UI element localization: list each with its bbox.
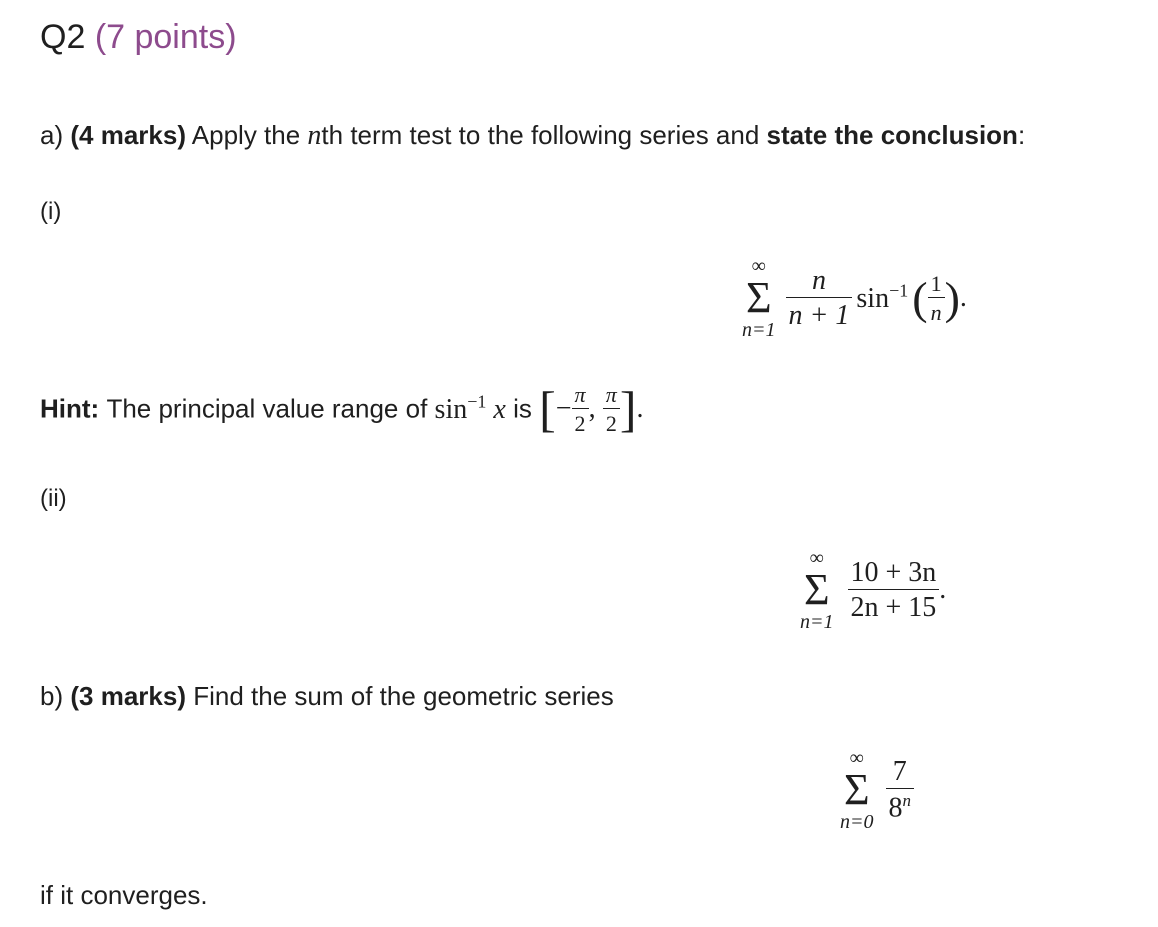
sum-operator-i [742, 256, 776, 340]
fraction-denominator: n + 1 [786, 297, 853, 332]
pi-symbol: π [574, 381, 586, 407]
fraction-7-over-8-to-n [886, 756, 915, 824]
pi-symbol: π [605, 381, 617, 407]
sum-operator-ii [800, 548, 834, 632]
sin-exponent: −1 [889, 280, 909, 301]
sigma-symbol: Σ [745, 273, 772, 322]
formula-end-period: . [959, 282, 967, 313]
fraction-numerator: 7 [892, 755, 907, 787]
sum-lower-limit: n=0 [840, 811, 874, 833]
part-b-tail: if it converges. [40, 880, 208, 910]
left-bracket: [ [539, 381, 556, 437]
denominator-base: 8 [888, 792, 903, 824]
right-paren: ) [944, 272, 960, 324]
fraction-pi-over-2-neg [572, 382, 589, 437]
sum-lower-limit: n=1 [800, 611, 834, 633]
fraction-numerator: n [811, 264, 826, 296]
part-b-heading [40, 681, 614, 712]
fraction-denominator [886, 788, 915, 824]
inner-numerator: 1 [930, 270, 942, 296]
nth-variable: n [307, 120, 322, 151]
fraction-numerator: 10 + 3n [850, 556, 937, 588]
two-denominator: 2 [603, 408, 620, 437]
sigma-symbol: Σ [843, 765, 870, 814]
minus-sign: − [555, 393, 572, 424]
part-a-emphasis: state the conclusion [766, 120, 1018, 150]
part-a-colon: : [1017, 120, 1026, 150]
fraction-10-plus-3n-over-2n-plus-15 [848, 557, 940, 624]
hint-is: is [513, 393, 532, 424]
part-b-text: Find the sum of the geometric series [193, 681, 614, 711]
hint-line [40, 380, 643, 438]
fraction-1-over-n [928, 271, 945, 326]
right-bracket: ] [619, 381, 637, 437]
part-a-prefix: a) [40, 120, 64, 150]
denominator-exponent: n [902, 790, 911, 810]
series-i-formula [742, 256, 967, 340]
part-a-text: Apply the [191, 120, 301, 150]
sum-operator-b [840, 748, 874, 832]
part-a-text-rest: th term test to the following series and [321, 120, 760, 150]
part-a-marks: (4 marks) [70, 120, 186, 150]
fraction-denominator: 2n + 15 [848, 589, 940, 624]
question-label: Q2 [40, 18, 86, 56]
sigma-symbol: Σ [803, 565, 830, 614]
sum-upper-limit: ∞ [849, 747, 864, 769]
series-ii-formula [800, 548, 946, 632]
part-b-marks: (3 marks) [70, 681, 186, 711]
formula-end-period: . [939, 574, 947, 605]
item-i-label: (i) [40, 198, 62, 225]
series-b-formula [840, 748, 914, 832]
inner-denominator: n [928, 297, 945, 326]
part-a-heading [40, 120, 1025, 152]
hint-variable: x [493, 394, 506, 426]
sum-lower-limit: n=1 [742, 319, 776, 341]
sum-upper-limit: ∞ [809, 547, 824, 569]
sum-upper-limit: ∞ [751, 255, 766, 277]
part-b-prefix: b) [40, 681, 64, 711]
hint-sin-exponent: −1 [467, 391, 487, 412]
item-ii-label: (ii) [40, 485, 67, 512]
hint-end-period: . [636, 393, 644, 424]
inverse-sine [856, 280, 909, 315]
hint-text: The principal value range of [106, 393, 428, 424]
hint-sin: sin [434, 394, 468, 426]
hint-inverse-sine [434, 391, 506, 426]
fraction-n-over-n-plus-1 [786, 265, 853, 332]
sin-function: sin [856, 283, 890, 315]
fraction-pi-over-2-pos [603, 382, 620, 437]
two-denominator: 2 [572, 408, 589, 437]
question-points: (7 points) [94, 18, 237, 56]
hint-label: Hint: [40, 393, 100, 424]
left-paren: ( [912, 272, 928, 324]
question-title [40, 18, 237, 57]
range-comma: , [588, 393, 596, 424]
